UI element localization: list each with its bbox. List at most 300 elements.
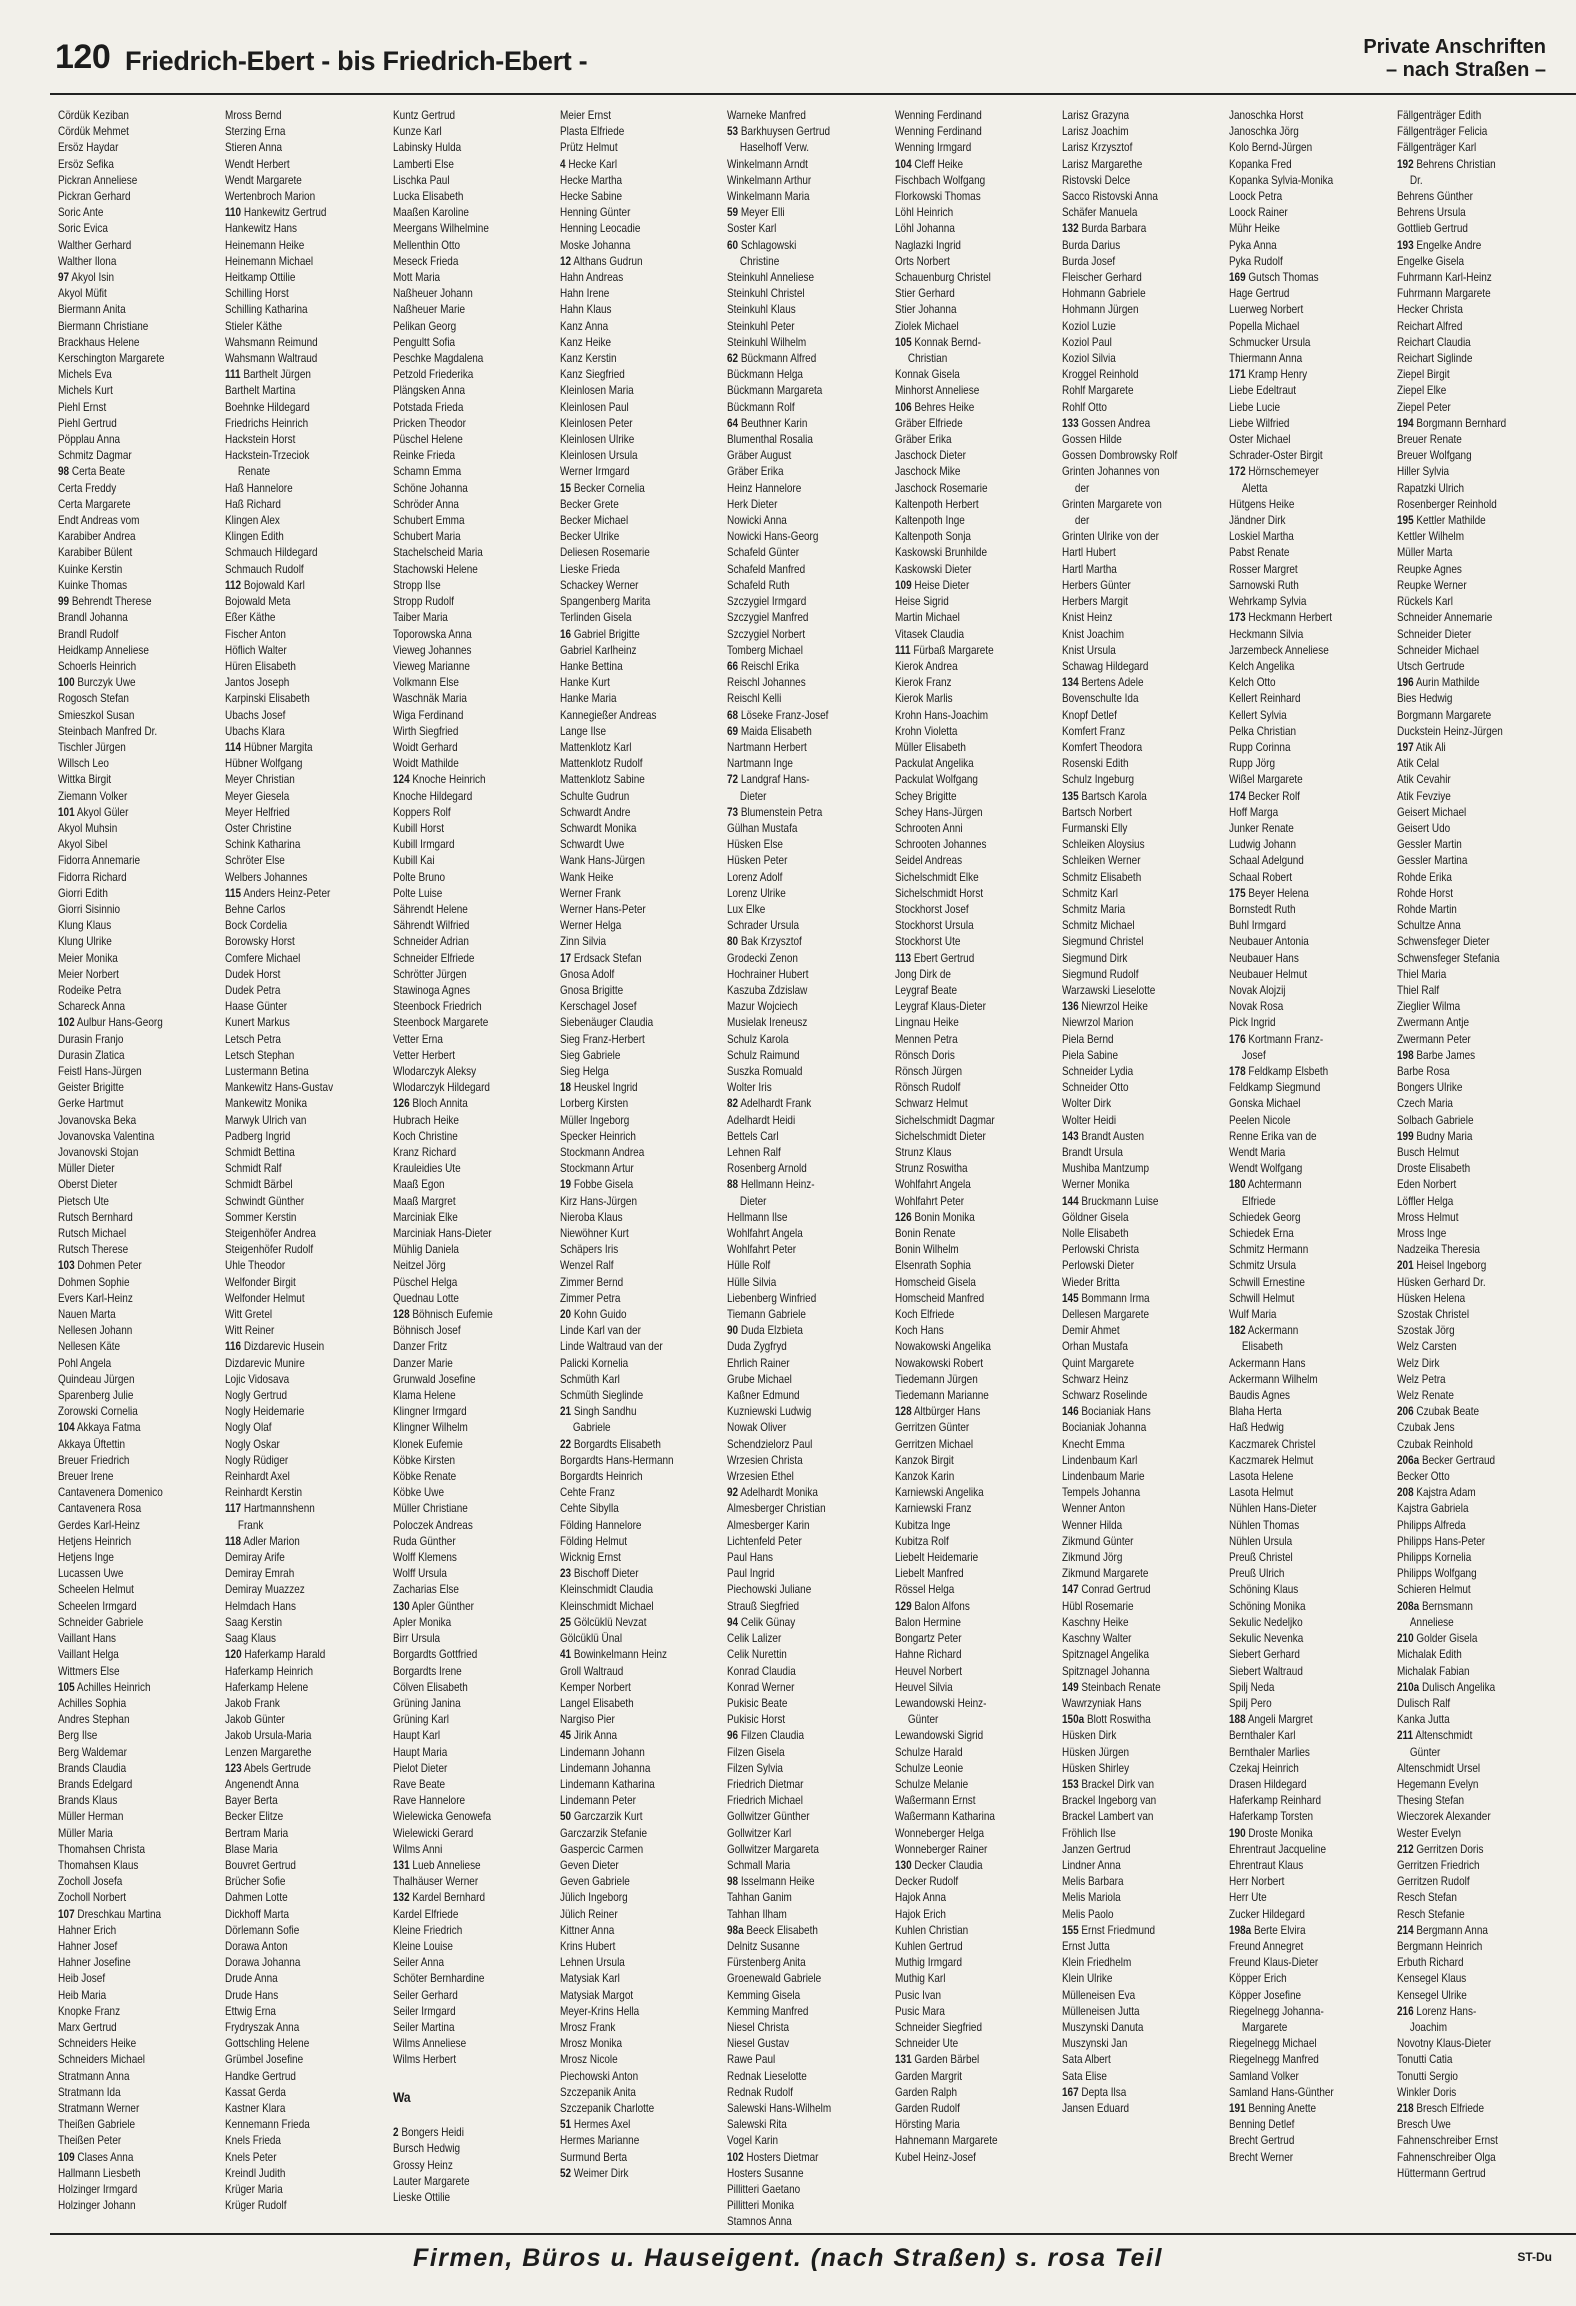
- directory-entry: Meyer-Krins Hella: [559, 2004, 640, 2018]
- directory-entry: Burda Darius: [1061, 238, 1121, 252]
- directory-entry: Hohmann Jürgen: [1061, 303, 1139, 317]
- directory-entry: 167 Depta Ilsa: [1061, 2085, 1127, 2099]
- directory-entry: 111 Barthelt Jürgen: [225, 368, 312, 382]
- directory-entry: Schmauch Hildegard: [225, 546, 318, 560]
- directory-entry: Lenzen Margarethe: [225, 1745, 312, 1759]
- directory-entry: Friedrich Dietmar: [727, 1777, 804, 1791]
- directory-entry: 130 Decker Claudia: [894, 1858, 983, 1872]
- directory-entry: Kuzniewski Ludwig: [727, 1405, 812, 1419]
- directory-entry: Bückmann Rolf: [727, 400, 795, 414]
- page-number: 120: [55, 38, 111, 76]
- directory-entry: Garczarzik Stefanie: [559, 1826, 647, 1840]
- directory-entry: Knoche Hildegard: [392, 789, 472, 803]
- directory-entry: Siegmund Rudolf: [1061, 967, 1139, 981]
- directory-entry: Schwindt Günther: [225, 1194, 305, 1208]
- street-range-title: Friedrich-Ebert - bis Friedrich-Ebert -: [125, 46, 588, 76]
- directory-entry: 107 Dreschkau Martina: [58, 1907, 162, 1921]
- directory-entry: Heinemann Heike: [225, 238, 305, 252]
- directory-entry: Tahhan Ganim: [727, 1891, 793, 1905]
- directory-entry: Klein Friedhelm: [1061, 1956, 1132, 1970]
- directory-entry: Stier Gerhard: [894, 287, 955, 301]
- directory-entry: Reischl Kelli: [727, 692, 782, 706]
- directory-entry: Schiedek Georg: [1229, 1210, 1301, 1224]
- directory-entry: Saag Klaus: [225, 1632, 277, 1646]
- directory-entry: 110 Hankewitz Gertrud: [225, 206, 327, 220]
- directory-entry: Bertram Maria: [225, 1826, 289, 1840]
- directory-entry: Blase Maria: [225, 1842, 278, 1856]
- directory-entry: Pelka Christian: [1229, 724, 1297, 738]
- directory-entry: 101 Akyol Güler: [58, 805, 129, 819]
- directory-entry: Heib Maria: [58, 1988, 107, 2002]
- directory-entry: Sterzing Erna: [225, 125, 286, 139]
- directory-entry: Zikmund Günter: [1061, 1534, 1134, 1548]
- directory-entry: Dizdarevic Munire: [225, 1356, 306, 1370]
- section-title-line1: Private Anschriften: [1363, 36, 1546, 58]
- directory-entry: Haase Günter: [225, 1000, 288, 1014]
- directory-entry: Kleinlosen Peter: [559, 416, 633, 430]
- directory-entry: Gerritzen Michael: [894, 1437, 973, 1451]
- directory-entry: Müller Dieter: [58, 1162, 115, 1176]
- directory-entry: Moske Johanna: [559, 238, 631, 252]
- directory-entry: Schäpers Iris: [559, 1243, 619, 1257]
- directory-entry: Brackel Lambert van: [1061, 1810, 1154, 1824]
- directory-entry: Nogly Gertrud: [225, 1389, 288, 1403]
- directory-entry: Brands Claudia: [58, 1761, 127, 1775]
- directory-entry: Wolter Dirk: [1061, 1097, 1112, 1111]
- directory-entry: Jantos Joseph: [225, 676, 290, 690]
- directory-entry: Seidel Andreas: [894, 854, 962, 868]
- directory-entry: Strunz Roswitha: [894, 1162, 968, 1176]
- directory-entry: Erbuth Richard: [1396, 1956, 1464, 1970]
- directory-entry: Hülle Rolf: [727, 1259, 771, 1273]
- directory-entry: Mott Maria: [392, 271, 440, 285]
- directory-entry: 135 Bartsch Karola: [1061, 789, 1147, 803]
- directory-entry: Klung Ulrike: [58, 935, 112, 949]
- directory-entry: Müller Marta: [1396, 546, 1453, 560]
- directory-entry: Atik Celal: [1396, 757, 1439, 771]
- directory-entry: Steinbach Manfred Dr.: [58, 724, 158, 738]
- directory-entry: Pietsch Ute: [58, 1194, 109, 1208]
- directory-entry: Wicknig Ernst: [559, 1551, 621, 1565]
- directory-entry: Kubill Horst: [392, 821, 444, 835]
- directory-entry: Pohl Angela: [58, 1356, 112, 1370]
- directory-entry: Schmall Maria: [727, 1858, 791, 1872]
- directory-entry: Winkelmann Maria: [727, 190, 810, 204]
- directory-entry: Becker Grete: [559, 497, 619, 511]
- directory-entry: 22 Borgardts Elisabeth: [559, 1437, 661, 1451]
- directory-entry: Seiler Anna: [392, 1956, 444, 1970]
- directory-entry: 73 Blumenstein Petra: [727, 805, 823, 819]
- directory-entry: Schwensfeger Stefania: [1396, 951, 1500, 965]
- directory-entry: Pengultt Sofia: [392, 335, 455, 349]
- directory-entry: Boehnke Hildegard: [225, 400, 311, 414]
- directory-entry: Lauter Margarete: [392, 2174, 470, 2188]
- directory-entry: 150a Blott Roswitha: [1061, 1713, 1151, 1727]
- directory-column-2: [225, 108, 386, 2228]
- directory-entry: Luerweg Norbert: [1229, 303, 1304, 317]
- directory-entry: Cehte Sibylla: [559, 1502, 619, 1516]
- directory-entry: Spitznagel Angelika: [1061, 1648, 1150, 1662]
- directory-entry: Stamnos Anna: [727, 2215, 793, 2228]
- directory-entry: 128 Böhnisch Eufemie: [392, 1308, 493, 1322]
- directory-entry: Haß Richard: [225, 497, 282, 511]
- directory-entry: 190 Droste Monika: [1229, 1826, 1314, 1840]
- directory-entry: Strunz Klaus: [894, 1146, 952, 1159]
- directory-entry: Kubitza Rolf: [894, 1534, 949, 1548]
- directory-entry: Gerritzen Rudolf: [1396, 1875, 1470, 1889]
- directory-entry: Mushiba Mantzump: [1061, 1162, 1149, 1176]
- directory-entry: Stieler Käthe: [225, 319, 283, 333]
- directory-entry: Kierok Andrea: [894, 659, 958, 673]
- directory-entry: Berg Ilse: [58, 1729, 98, 1743]
- directory-entry: Geven Dieter: [559, 1858, 619, 1872]
- directory-entry: Schey Hans-Jürgen: [894, 805, 983, 819]
- directory-entry: Larisz Joachim: [1061, 125, 1129, 139]
- directory-entry: Bartsch Norbert: [1061, 805, 1132, 819]
- directory-entry: Janzen Gertrud: [1061, 1842, 1131, 1856]
- directory-entry: 102 Aulbur Hans-Georg: [58, 1016, 163, 1030]
- directory-entry: Zimmer Bernd: [559, 1275, 624, 1289]
- directory-entry: Schöne Johanna: [392, 481, 468, 495]
- directory-entry: Hüsken Helena: [1396, 1291, 1465, 1305]
- directory-entry: Rosenberg Arnold: [727, 1162, 808, 1176]
- directory-entry: Lindemann Katharina: [559, 1777, 655, 1791]
- directory-entry: Quindeau Jürgen: [58, 1372, 135, 1386]
- directory-entry: Lasota Helmut: [1229, 1486, 1294, 1500]
- directory-entry: Packulat Wolfgang: [894, 773, 978, 787]
- directory-entry: Feldkamp Siegmund: [1229, 1081, 1321, 1095]
- directory-entry: Handke Gertrud: [225, 2069, 297, 2083]
- directory-entry: Hahn Irene: [559, 287, 610, 301]
- directory-entry: 174 Becker Rolf: [1229, 789, 1301, 803]
- directory-entry: 195 Kettler Mathilde: [1396, 514, 1486, 528]
- directory-entry: Knopf Detlef: [1061, 708, 1117, 722]
- directory-entry: Zucker Hildegard: [1229, 1907, 1306, 1921]
- directory-entry: Neubauer Antonia: [1229, 935, 1310, 949]
- directory-entry: Spilj Pero: [1229, 1696, 1273, 1710]
- directory-entry: Krüger Maria: [225, 2183, 283, 2196]
- directory-entry: Püschel Helga: [392, 1275, 457, 1289]
- directory-entry: Reinhardt Kerstin: [225, 1486, 303, 1500]
- directory-entry: Wahsmann Reimund: [225, 335, 319, 349]
- directory-entry: Rohde Erika: [1396, 870, 1452, 884]
- directory-column-4: [560, 108, 721, 2228]
- directory-entry: 169 Gutsch Thomas: [1229, 271, 1319, 285]
- directory-entry: Salewski Rita: [727, 2118, 788, 2132]
- directory-entry: Schneider Ute: [894, 2037, 958, 2051]
- directory-entry: Földing Helmut: [559, 1534, 628, 1548]
- directory-entry: 180 Achtermann: [1229, 1178, 1302, 1192]
- directory-entry: 147 Conrad Gertrud: [1061, 1583, 1151, 1597]
- directory-entry: Hartl Hubert: [1061, 546, 1116, 560]
- directory-entry: Hüsken Shirley: [1061, 1761, 1130, 1775]
- directory-entry: Zimmer Petra: [559, 1291, 621, 1305]
- directory-entry: Wrzesien Ethel: [727, 1470, 795, 1484]
- directory-entry: Rave Hannelore: [392, 1794, 465, 1808]
- directory-entry: Kensegel Ulrike: [1396, 1988, 1467, 2002]
- directory-entry: Schafeld Günter: [727, 546, 800, 560]
- directory-entry: 199 Budny Maria: [1396, 1129, 1473, 1143]
- directory-entry: Maaß Egon: [392, 1178, 445, 1192]
- directory-entry: Klung Klaus: [58, 919, 112, 933]
- directory-entry: Schilling Horst: [225, 287, 290, 301]
- directory-entry: Melis Barbara: [1061, 1875, 1124, 1889]
- directory-entry: Herk Dieter: [727, 497, 778, 511]
- directory-entry: Ziepel Birgit: [1396, 368, 1450, 382]
- directory-entry: Bayer Berta: [225, 1794, 278, 1808]
- directory-entry: Helmdach Hans: [225, 1599, 297, 1613]
- directory-entry: Wa: [392, 2088, 411, 2105]
- directory-entry: Preuß Ulrich: [1229, 1567, 1285, 1581]
- directory-entry: Reupke Agnes: [1396, 562, 1462, 576]
- directory-entry: Engelke Gisela: [1396, 254, 1464, 268]
- directory-entry: Hübl Rosemarie: [1061, 1599, 1134, 1613]
- directory-entry: Lieske Ottilie: [392, 2191, 450, 2204]
- directory-entry: Rönsch Doris: [894, 1048, 955, 1062]
- directory-entry: Reichart Siglinde: [1396, 352, 1473, 366]
- directory-entry: Preuß Christel: [1229, 1551, 1294, 1565]
- directory-entry: Reupke Werner: [1396, 578, 1467, 592]
- directory-entry: Packulat Angelika: [894, 757, 974, 771]
- directory-entry: Elsenrath Sophia: [894, 1259, 971, 1273]
- directory-entry: Kleinlosen Ursula: [559, 449, 638, 463]
- directory-entry: Witt Gretel: [225, 1308, 273, 1322]
- directory-entry: 131 Garden Bärbel: [894, 2053, 979, 2067]
- directory-entry: Barbe Rosa: [1396, 1064, 1450, 1078]
- directory-entry: Kaskowski Dieter: [894, 562, 972, 576]
- directory-entry: Vetter Erna: [392, 1032, 443, 1046]
- directory-entry: Becker Ulrike: [559, 530, 620, 544]
- directory-entry: Bernthaler Marlies: [1229, 1745, 1311, 1759]
- directory-entry: Jansen Eduard: [1061, 2101, 1130, 2115]
- directory-entry: Samland Volker: [1229, 2069, 1300, 2083]
- directory-entry: Kanz Siegfried: [559, 368, 625, 382]
- directory-entry: Fuhrmann Karl-Heinz: [1396, 271, 1492, 285]
- directory-entry: Nellesen Johann: [58, 1324, 133, 1338]
- directory-entry: 53 Barkhuysen Gertrud: [727, 125, 831, 139]
- directory-entry: 132 Burda Barbara: [1061, 222, 1147, 236]
- directory-entry: Werner Hans-Peter: [559, 902, 646, 916]
- directory-entry: Haferkamp Helene: [225, 1680, 309, 1694]
- section-title-line2: – nach Straßen –: [1385, 59, 1546, 81]
- directory-entry: 132 Kardel Bernhard: [392, 1891, 485, 1905]
- directory-entry: Schöning Monika: [1229, 1599, 1306, 1613]
- directory-entry: Vetter Herbert: [392, 1048, 455, 1062]
- directory-entry: Nowakowski Angelika: [894, 1340, 991, 1354]
- directory-entry: Kelch Angelika: [1229, 659, 1295, 673]
- directory-entry: Kirz Hans-Jürgen: [559, 1194, 638, 1208]
- directory-entry: Schneider Annemarie: [1396, 611, 1492, 625]
- directory-entry: Wiga Ferdinand: [392, 708, 464, 722]
- directory-entry: Szostak Christel: [1396, 1308, 1469, 1322]
- directory-entry: Neubauer Helmut: [1229, 967, 1308, 981]
- directory-entry: Jaschock Mike: [894, 465, 961, 479]
- directory-entry: Schrader Ursula: [727, 919, 800, 933]
- directory-entry: der: [1074, 514, 1090, 528]
- directory-entry: Schmüth Sieglinde: [559, 1389, 644, 1403]
- directory-entry: Brecht Gertrud: [1229, 2134, 1295, 2148]
- directory-entry: Jong Dirk de: [894, 967, 951, 981]
- directory-entry: Kubill Irmgard: [392, 838, 455, 852]
- directory-entry: Kuntz Gertrud: [392, 109, 455, 122]
- directory-entry: Filzen Gisela: [727, 1745, 785, 1759]
- directory-entry: Hanke Maria: [559, 692, 617, 706]
- directory-entry: Werner Irmgard: [559, 465, 630, 479]
- directory-entry: 23 Bischoff Dieter: [559, 1567, 639, 1581]
- directory-entry: Szczepanik Charlotte: [559, 2101, 655, 2115]
- directory-entry: Surmund Berta: [559, 2150, 628, 2164]
- directory-entry: 128 Altbürger Hans: [894, 1405, 981, 1419]
- directory-entry: 80 Bak Krzysztof: [727, 935, 803, 949]
- directory-entry: Walther Gerhard: [58, 238, 132, 252]
- directory-entry: Perlowski Dieter: [1061, 1259, 1135, 1273]
- directory-entry: Certa Freddy: [58, 481, 117, 495]
- directory-entry: Wenner Hilda: [1061, 1518, 1123, 1532]
- directory-entry: Brücher Sofie: [225, 1875, 286, 1889]
- directory-entry: Brands Edelgard: [58, 1777, 133, 1791]
- directory-entry: Ehrlich Rainer: [727, 1356, 790, 1370]
- directory-entry: 60 Schlagowski: [727, 238, 797, 252]
- directory-entry: Riegelnegg Michael: [1229, 2037, 1317, 2051]
- directory-entry: Tonutti Sergio: [1396, 2069, 1458, 2083]
- directory-entry: Schneider Elfriede: [392, 951, 475, 965]
- directory-entry: Peschke Magdalena: [392, 352, 484, 366]
- directory-entry: Schafeld Ruth: [727, 578, 790, 592]
- directory-entry: Mankewitz Hans-Gustav: [225, 1081, 334, 1095]
- directory-entry: Schamn Emma: [392, 465, 461, 479]
- directory-entry: Koziol Silvia: [1061, 352, 1116, 366]
- directory-entry: Schmitz Karl: [1061, 886, 1118, 900]
- directory-entry: Müller Ingeborg: [559, 1113, 630, 1127]
- directory-entry: Bernthaler Karl: [1229, 1729, 1296, 1743]
- directory-entry: Schrötter Jürgen: [392, 967, 467, 981]
- directory-entry: Schmitz Maria: [1061, 902, 1126, 916]
- directory-entry: Schieren Helmut: [1396, 1583, 1471, 1597]
- directory-entry: Hegemann Evelyn: [1396, 1777, 1479, 1791]
- directory-entry: 193 Engelke Andre: [1396, 238, 1481, 252]
- directory-entry: Elisabeth: [1242, 1340, 1284, 1354]
- directory-entry: Salewski Hans-Wilhelm: [727, 2101, 832, 2115]
- directory-entry: Kaczmarek Christel: [1229, 1437, 1316, 1451]
- directory-entry: Hahn Andreas: [559, 271, 624, 285]
- directory-entry: Hübner Wolfgang: [225, 757, 303, 771]
- directory-entry: 92 Adelhardt Monika: [727, 1486, 819, 1500]
- directory-entry: Wohlfahrt Peter: [727, 1243, 797, 1257]
- directory-entry: Pelikan Georg: [392, 319, 456, 333]
- directory-entry: Siegmund Christel: [1061, 935, 1144, 949]
- directory-columns: [58, 108, 1558, 2228]
- directory-entry: Mross Helmut: [1396, 1210, 1459, 1224]
- directory-entry: Stockmann Andrea: [559, 1146, 645, 1159]
- directory-entry: Wlodarczyk Hildegard: [392, 1081, 490, 1095]
- directory-entry: Walther Ilona: [58, 254, 117, 268]
- directory-entry: 210 Golder Gisela: [1396, 1632, 1478, 1646]
- directory-entry: Schulze Melanie: [894, 1777, 968, 1791]
- directory-entry: Kopanka Sylvia-Monika: [1229, 173, 1334, 187]
- directory-entry: Ackermann Wilhelm: [1229, 1372, 1318, 1386]
- directory-entry: Brandl Johanna: [58, 611, 128, 625]
- directory-entry: Sieg Gabriele: [559, 1048, 621, 1062]
- directory-entry: 118 Adler Marion: [225, 1534, 301, 1548]
- directory-entry: Aletta: [1242, 481, 1268, 495]
- directory-entry: Sieg Helga: [559, 1064, 609, 1078]
- directory-entry: Koch Hans: [894, 1324, 944, 1338]
- directory-entry: Jarzembeck Anneliese: [1229, 643, 1330, 657]
- directory-entry: Waschnäk Maria: [392, 692, 467, 706]
- directory-entry: Schackey Werner: [559, 578, 639, 592]
- directory-entry: Margarete: [1242, 2020, 1288, 2034]
- directory-entry: 106 Behres Heike: [894, 400, 974, 414]
- directory-entry: Hahner Josef: [58, 1939, 118, 1953]
- directory-entry: Grossy Heinz: [392, 2158, 453, 2172]
- directory-entry: Michalak Edith: [1396, 1648, 1462, 1662]
- directory-entry: Altenschmidt Ursel: [1396, 1761, 1480, 1775]
- directory-entry: Schmauch Rudolf: [225, 562, 305, 576]
- directory-entry: Ziolek Michael: [894, 319, 959, 333]
- directory-entry: Kroggel Reinhold: [1061, 368, 1139, 382]
- directory-entry: 16 Gabriel Brigitte: [559, 627, 640, 641]
- directory-entry: Stachowski Helene: [392, 562, 478, 576]
- directory-entry: 172 Hörnschemeyer: [1229, 465, 1320, 479]
- directory-entry: Fällgenträger Felicia: [1396, 125, 1487, 139]
- directory-entry: Zikmund Margarete: [1061, 1567, 1149, 1581]
- directory-entry: Reinke Frieda: [392, 449, 455, 463]
- directory-entry: Niesel Gustav: [727, 2037, 790, 2051]
- directory-entry: Göldner Gisela: [1061, 1210, 1129, 1224]
- directory-entry: Czubak Jens: [1396, 1421, 1455, 1435]
- directory-entry: Schöning Klaus: [1229, 1583, 1299, 1597]
- directory-entry: Lucka Elisabeth: [392, 190, 464, 204]
- directory-entry: Rednak Lieselotte: [727, 2069, 808, 2083]
- directory-entry: Kensegel Klaus: [1396, 1972, 1466, 1986]
- directory-entry: Schröter Else: [225, 854, 286, 868]
- directory-entry: Sichelschmidt Dieter: [894, 1129, 986, 1143]
- directory-entry: Zacharias Else: [392, 1583, 459, 1597]
- directory-entry: Kopanka Fred: [1229, 157, 1292, 171]
- directory-entry: 194 Borgmann Bernhard: [1396, 416, 1506, 430]
- directory-entry: Borgardts Irene: [392, 1664, 462, 1678]
- directory-entry: 69 Maida Elisabeth: [727, 724, 813, 738]
- directory-entry: Thalhäuser Werner: [392, 1875, 478, 1889]
- directory-entry: Schmitz Hermann: [1229, 1243, 1309, 1257]
- directory-entry: Lindenbaum Marie: [1061, 1470, 1145, 1484]
- directory-entry: Dörlemann Sofie: [225, 1923, 300, 1937]
- directory-entry: Tischler Jürgen: [58, 740, 126, 754]
- directory-entry: Schneiders Michael: [58, 2053, 146, 2067]
- directory-entry: Nartmann Inge: [727, 757, 794, 771]
- directory-entry: Behrens Ursula: [1396, 206, 1466, 220]
- directory-entry: Spilj Neda: [1229, 1680, 1275, 1694]
- directory-entry: Reischl Johannes: [727, 676, 807, 690]
- directory-entry: Gräber August: [727, 449, 792, 463]
- directory-entry: Soster Karl: [727, 222, 777, 236]
- directory-entry: 206a Becker Gertraud: [1396, 1453, 1495, 1467]
- directory-entry: Muszynski Danuta: [1061, 2020, 1144, 2034]
- directory-entry: Meseck Frieda: [392, 254, 459, 268]
- directory-entry: Wohlfahrt Angela: [894, 1178, 971, 1192]
- directory-entry: Meergans Wilhelmine: [392, 222, 489, 236]
- directory-entry: Adelhardt Heidi: [727, 1113, 796, 1127]
- directory-entry: Pusic Mara: [894, 2004, 945, 2018]
- directory-entry: Wenning Irmgard: [894, 141, 971, 155]
- directory-entry: Lehnen Ursula: [559, 1956, 625, 1970]
- directory-entry: Heidkamp Anneliese: [58, 643, 149, 657]
- directory-entry: Köbke Uwe: [392, 1486, 444, 1500]
- directory-entry: 192 Behrens Christian: [1396, 157, 1496, 171]
- directory-entry: Czech Maria: [1396, 1097, 1453, 1111]
- directory-entry: 129 Balon Alfons: [894, 1599, 970, 1613]
- directory-entry: Stachelscheid Maria: [392, 546, 483, 560]
